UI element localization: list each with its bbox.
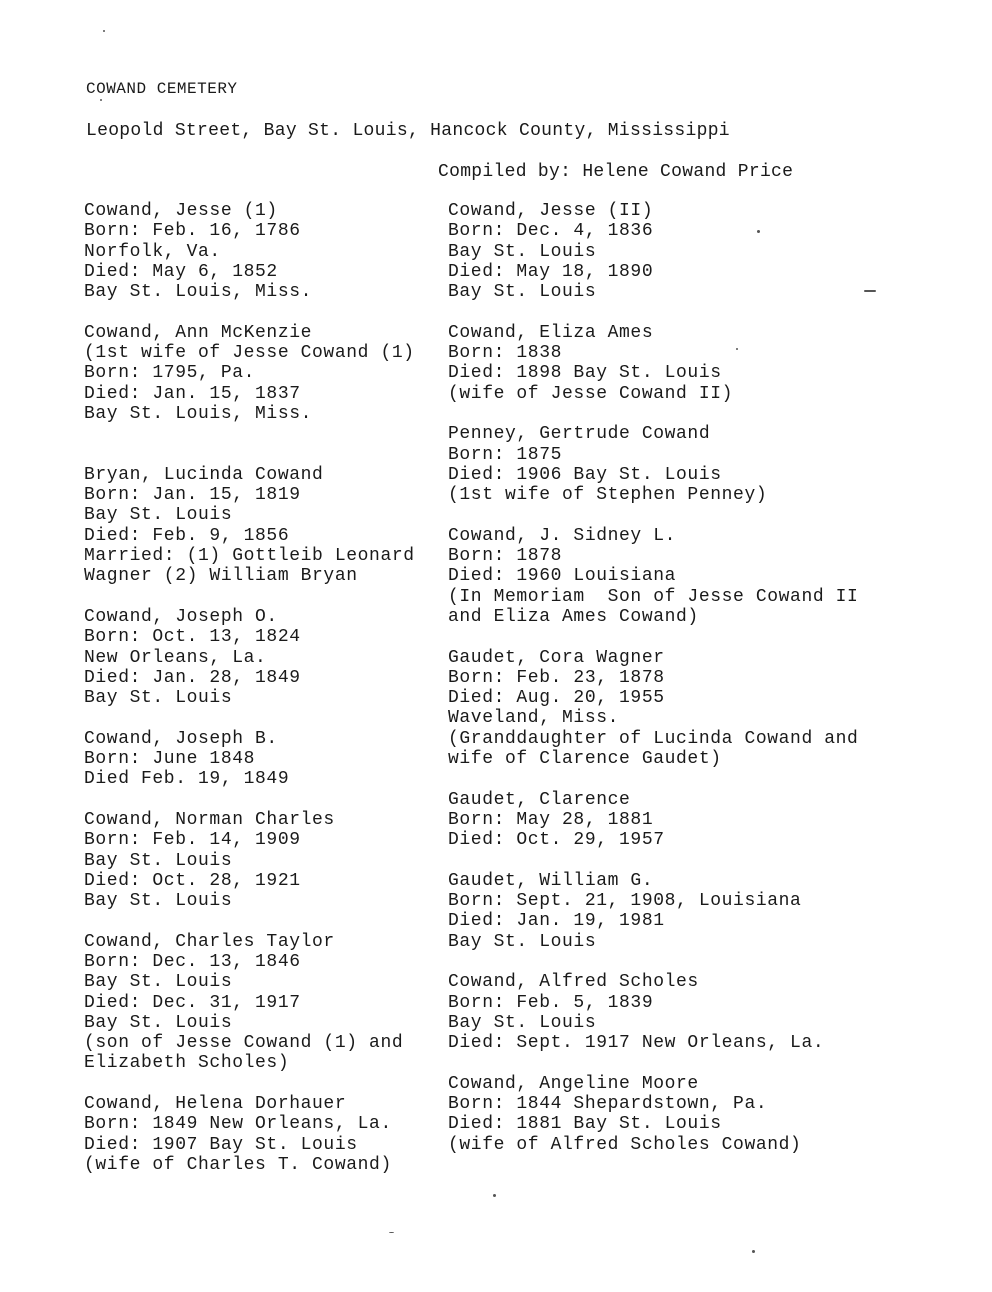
entry-detail-line: Bay St. Louis xyxy=(448,931,597,952)
entry-name: Cowand, Eliza Ames xyxy=(448,322,654,343)
entry-detail-line: Born: 1795, Pa. xyxy=(84,363,256,384)
scan-speck xyxy=(100,99,102,101)
entry-detail-line: Bay St. Louis xyxy=(448,1012,597,1033)
entry-detail-line: Born: 1875 xyxy=(448,444,563,465)
entry-detail-line: Bay St. Louis xyxy=(84,505,233,526)
burial-entry xyxy=(84,810,444,911)
burial-entry xyxy=(448,526,918,627)
entry-name: Cowand, Angeline Moore xyxy=(448,1073,699,1094)
entry-spacer xyxy=(448,302,918,322)
burial-entry xyxy=(84,201,444,302)
entry-detail-line: Died: Sept. 1917 New Orleans, La. xyxy=(448,1033,825,1054)
burial-entry xyxy=(448,648,918,770)
entry-name: Cowand, Helena Dorhauer xyxy=(84,1094,347,1115)
scan-speck xyxy=(736,348,738,350)
entry-spacer xyxy=(448,627,918,647)
entry-detail-line: Bay St. Louis, Miss. xyxy=(84,282,313,303)
entry-detail-line: Died: 1960 Louisiana xyxy=(448,566,677,587)
entry-name: Cowand, Jesse (II) xyxy=(448,201,654,221)
entry-detail-line: (1st wife of Stephen Penney) xyxy=(448,485,768,506)
scan-speck xyxy=(389,1232,394,1233)
burial-entry xyxy=(84,1094,444,1175)
entry-detail-line: Bay St. Louis xyxy=(84,1012,233,1033)
entry-detail-line: wife of Clarence Gaudet) xyxy=(448,749,722,770)
entry-spacer xyxy=(448,769,918,789)
entry-detail-line: Died: Jan. 28, 1849 xyxy=(84,667,301,688)
entry-name: Cowand, Norman Charles xyxy=(84,809,335,830)
entry-detail-line: Died: Jan. 19, 1981 xyxy=(448,911,665,932)
entry-spacer xyxy=(84,708,444,728)
entry-spacer xyxy=(84,790,444,810)
entry-detail-line: Waveland, Miss. xyxy=(448,708,620,729)
entry-spacer xyxy=(84,302,444,322)
scan-speck xyxy=(864,290,876,292)
entry-detail-line: Died: May 18, 1890 xyxy=(448,261,654,282)
burial-entry xyxy=(448,871,918,952)
entry-spacer xyxy=(84,445,444,465)
entry-name: Gaudet, William G. xyxy=(448,870,654,891)
entry-detail-line: Born: Feb. 16, 1786 xyxy=(84,221,301,242)
entry-detail-line: (son of Jesse Cowand (1) and xyxy=(84,1033,404,1054)
entry-spacer xyxy=(84,1074,444,1094)
entry-detail-line: Born: May 28, 1881 xyxy=(448,809,654,830)
entry-detail-line: Married: (1) Gottleib Leonard xyxy=(84,546,415,567)
entry-name: Penney, Gertrude Cowand xyxy=(448,424,711,445)
entry-name: Cowand, Charles Taylor xyxy=(84,931,335,952)
entry-detail-line: Bay St. Louis xyxy=(84,850,233,871)
entry-detail-line: Born: Feb. 14, 1909 xyxy=(84,830,301,851)
entry-spacer xyxy=(448,851,918,871)
burial-entry xyxy=(84,465,444,587)
entry-spacer xyxy=(448,1053,918,1073)
entry-detail-line: Born: Dec. 4, 1836 xyxy=(448,221,654,242)
burial-entry xyxy=(84,932,444,1074)
entry-detail-line: (1st wife of Jesse Cowand (1) xyxy=(84,343,415,364)
entry-detail-line: Bay St. Louis xyxy=(84,688,233,709)
entry-spacer xyxy=(84,424,444,444)
burial-entry xyxy=(448,1074,918,1155)
entry-name: Cowand, Joseph B. xyxy=(84,728,278,749)
entry-detail-line: Bay St. Louis xyxy=(448,282,597,303)
entry-detail-line: Died: Oct. 28, 1921 xyxy=(84,870,301,891)
entry-detail-line: Born: 1844 Shepardstown, Pa. xyxy=(448,1094,768,1115)
entry-name: Gaudet, Cora Wagner xyxy=(448,647,665,668)
entry-detail-line: Born: June 1848 xyxy=(84,749,256,770)
cemetery-location: Leopold Street, Bay St. Louis, Hancock County, Mississippi xyxy=(86,121,730,141)
entry-detail-line: Elizabeth Scholes) xyxy=(84,1053,290,1074)
entry-detail-line: Born: Feb. 5, 1839 xyxy=(448,992,654,1013)
document-title: COWAND CEMETERY xyxy=(86,80,238,98)
entry-detail-line: Wagner (2) William Bryan xyxy=(84,566,358,587)
entry-detail-line: Born: Oct. 13, 1824 xyxy=(84,627,301,648)
entry-name: Cowand, Ann McKenzie xyxy=(84,322,313,343)
entry-detail-line: (Granddaughter of Lucinda Cowand and xyxy=(448,728,859,749)
entry-detail-line: Born: 1878 xyxy=(448,546,563,567)
entry-spacer xyxy=(448,404,918,424)
entry-detail-line: Norfolk, Va. xyxy=(84,241,221,262)
entry-detail-line: Born: Feb. 23, 1878 xyxy=(448,667,665,688)
burial-entry xyxy=(448,972,918,1053)
entry-detail-line: New Orleans, La. xyxy=(84,647,267,668)
burial-entry xyxy=(84,729,444,790)
entry-detail-line: Bay St. Louis xyxy=(448,241,597,262)
entry-name: Cowand, Joseph O. xyxy=(84,606,278,627)
entry-detail-line: (wife of Alfred Scholes Cowand) xyxy=(448,1134,802,1155)
entry-detail-line: Born: Dec. 13, 1846 xyxy=(84,951,301,972)
entry-detail-line: Bay St. Louis xyxy=(84,891,233,912)
entry-detail-line: Died: Aug. 20, 1955 xyxy=(448,688,665,709)
entry-detail-line: Bay St. Louis xyxy=(84,972,233,993)
scan-speck xyxy=(493,1194,496,1197)
entry-detail-line: (wife of Charles T. Cowand) xyxy=(84,1154,392,1175)
burial-entry xyxy=(84,607,444,708)
entry-detail-line: and Eliza Ames Cowand) xyxy=(448,606,699,627)
entry-name: Gaudet, Clarence xyxy=(448,789,631,810)
entry-detail-line: Died: 1906 Bay St. Louis xyxy=(448,464,722,485)
entry-detail-line: Died: Dec. 31, 1917 xyxy=(84,992,301,1013)
burial-entry xyxy=(448,424,918,505)
entry-name: Bryan, Lucinda Cowand xyxy=(84,464,324,485)
left-column-entries xyxy=(84,201,444,1175)
entry-detail-line: Bay St. Louis, Miss. xyxy=(84,403,313,424)
entry-name: Cowand, J. Sidney L. xyxy=(448,525,677,546)
entry-spacer xyxy=(84,587,444,607)
entry-detail-line: Born: 1838 xyxy=(448,343,563,364)
entry-detail-line: Died: Feb. 9, 1856 xyxy=(84,525,290,546)
scan-speck xyxy=(103,30,105,32)
compiled-by: Compiled by: Helene Cowand Price xyxy=(438,162,794,182)
burial-entry xyxy=(448,323,918,404)
right-column-entries xyxy=(448,201,918,1155)
entry-detail-line: Died: Oct. 29, 1957 xyxy=(448,830,665,851)
burial-entry xyxy=(84,323,444,424)
entry-detail-line: Born: 1849 New Orleans, La. xyxy=(84,1114,392,1135)
entry-spacer xyxy=(84,911,444,931)
burial-entry xyxy=(448,201,918,302)
entry-detail-line: Died: Jan. 15, 1837 xyxy=(84,383,301,404)
entry-spacer xyxy=(448,952,918,972)
entry-detail-line: (In Memoriam Son of Jesse Cowand II xyxy=(448,586,859,607)
entry-detail-line: Died: May 6, 1852 xyxy=(84,261,278,282)
entry-detail-line: Born: Jan. 15, 1819 xyxy=(84,485,301,506)
entry-detail-line: (wife of Jesse Cowand II) xyxy=(448,383,734,404)
scan-speck xyxy=(752,1250,755,1253)
entry-detail-line: Died: 1907 Bay St. Louis xyxy=(84,1134,358,1155)
entry-detail-line: Died: 1881 Bay St. Louis xyxy=(448,1114,722,1135)
entry-detail-line: Died Feb. 19, 1849 xyxy=(84,769,290,790)
entry-name: Cowand, Alfred Scholes xyxy=(448,972,699,993)
burial-entry xyxy=(448,790,918,851)
entry-detail-line: Born: Sept. 21, 1908, Louisiana xyxy=(448,891,802,912)
entry-spacer xyxy=(448,505,918,525)
entry-name: Cowand, Jesse (1) xyxy=(84,201,278,221)
entry-detail-line: Died: 1898 Bay St. Louis xyxy=(448,363,722,384)
scan-speck xyxy=(757,230,760,233)
